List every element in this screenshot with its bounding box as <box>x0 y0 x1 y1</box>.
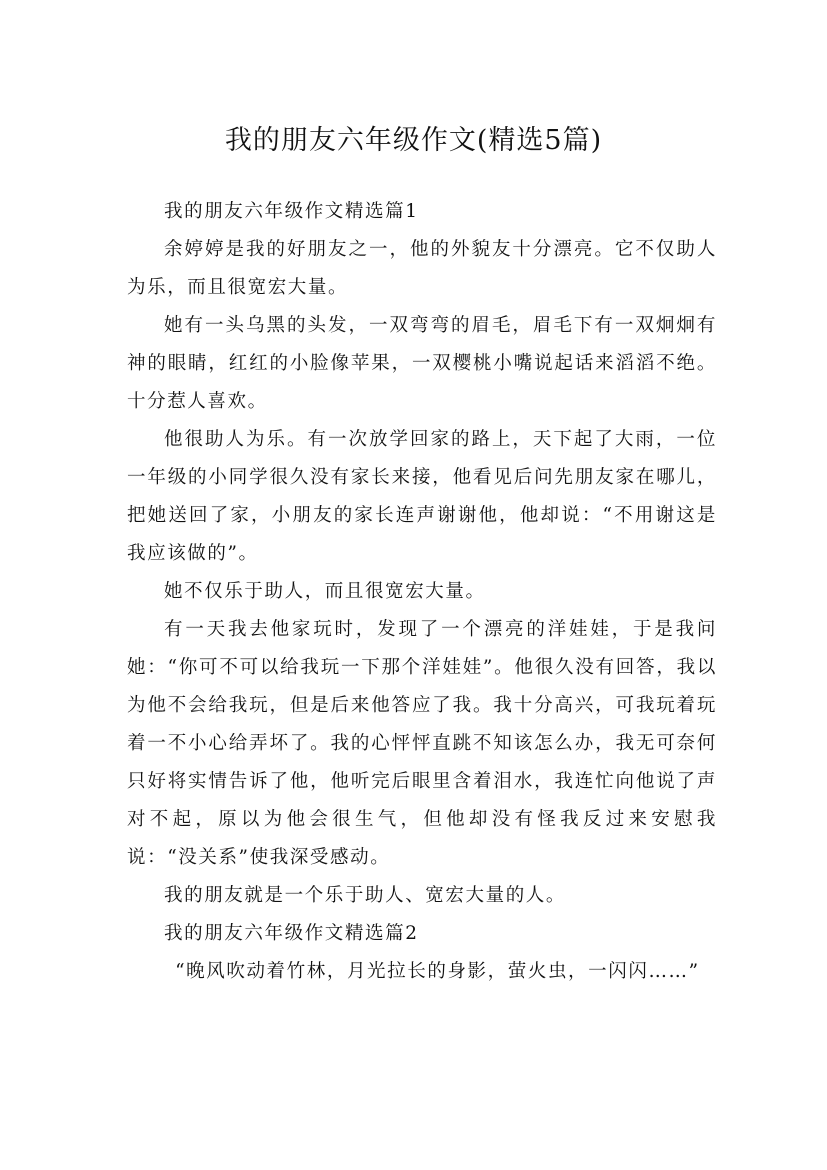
document-title: 我的朋友六年级作文(精选5篇) <box>224 125 603 157</box>
section-heading-1: 我的朋友六年级作文精选篇1 <box>164 201 419 222</box>
paragraph-4: 她不仅乐于助人，而且很宽宏大量。 <box>164 581 486 602</box>
paragraph-2: 她有一头乌黑的头发，一双弯弯的眉毛，眉毛下有一双炯炯有神的眼睛，红红的小脸像苹果，一双樱桃小嘴说起话来滔滔不绝。十分惹人喜欢。 <box>127 315 717 412</box>
section-heading-2: 我的朋友六年级作文精选篇2 <box>164 923 419 944</box>
paragraph-7: “晚风吹动着竹林，月光拉长的身影，萤火虫，一闪闪……” <box>175 961 700 982</box>
paragraph-6: 我的朋友就是一个乐于助人、宽宏大量的人。 <box>164 885 567 906</box>
document-body <box>127 193 717 991</box>
paragraph-3: 他很助人为乐。有一次放学回家的路上，天下起了大雨，一位一年级的小同学很久没有家长来接，他看见后问先朋友家在哪儿，把她送回了家，小朋友的家长连声谢谢他，他却说：“不用谢这是我应该做的”。 <box>127 429 717 564</box>
paragraph-5: 有一天我去他家玩时，发现了一个漂亮的洋娃娃，于是我问她：“你可不可以给我玩一下那个洋娃娃”。他很久没有回答，我以为他不会给我玩，但是后来他答应了我。我十分高兴，可我玩着玩着一不小心给弄坏了。我的心怦怦直跳不知该怎么办，我无可奈何只好将实情告诉了他，他听完后眼里含着泪水，我连忙向他说了声对不起，原以为他会很生气，但他却没有怪我反过来安慰我说：“没关系”使我深受感动。 <box>127 619 717 868</box>
paragraph-1: 余婷婷是我的好朋友之一，他的外貌友十分漂亮。它不仅助人为乐，而且很宽宏大量。 <box>127 239 717 298</box>
